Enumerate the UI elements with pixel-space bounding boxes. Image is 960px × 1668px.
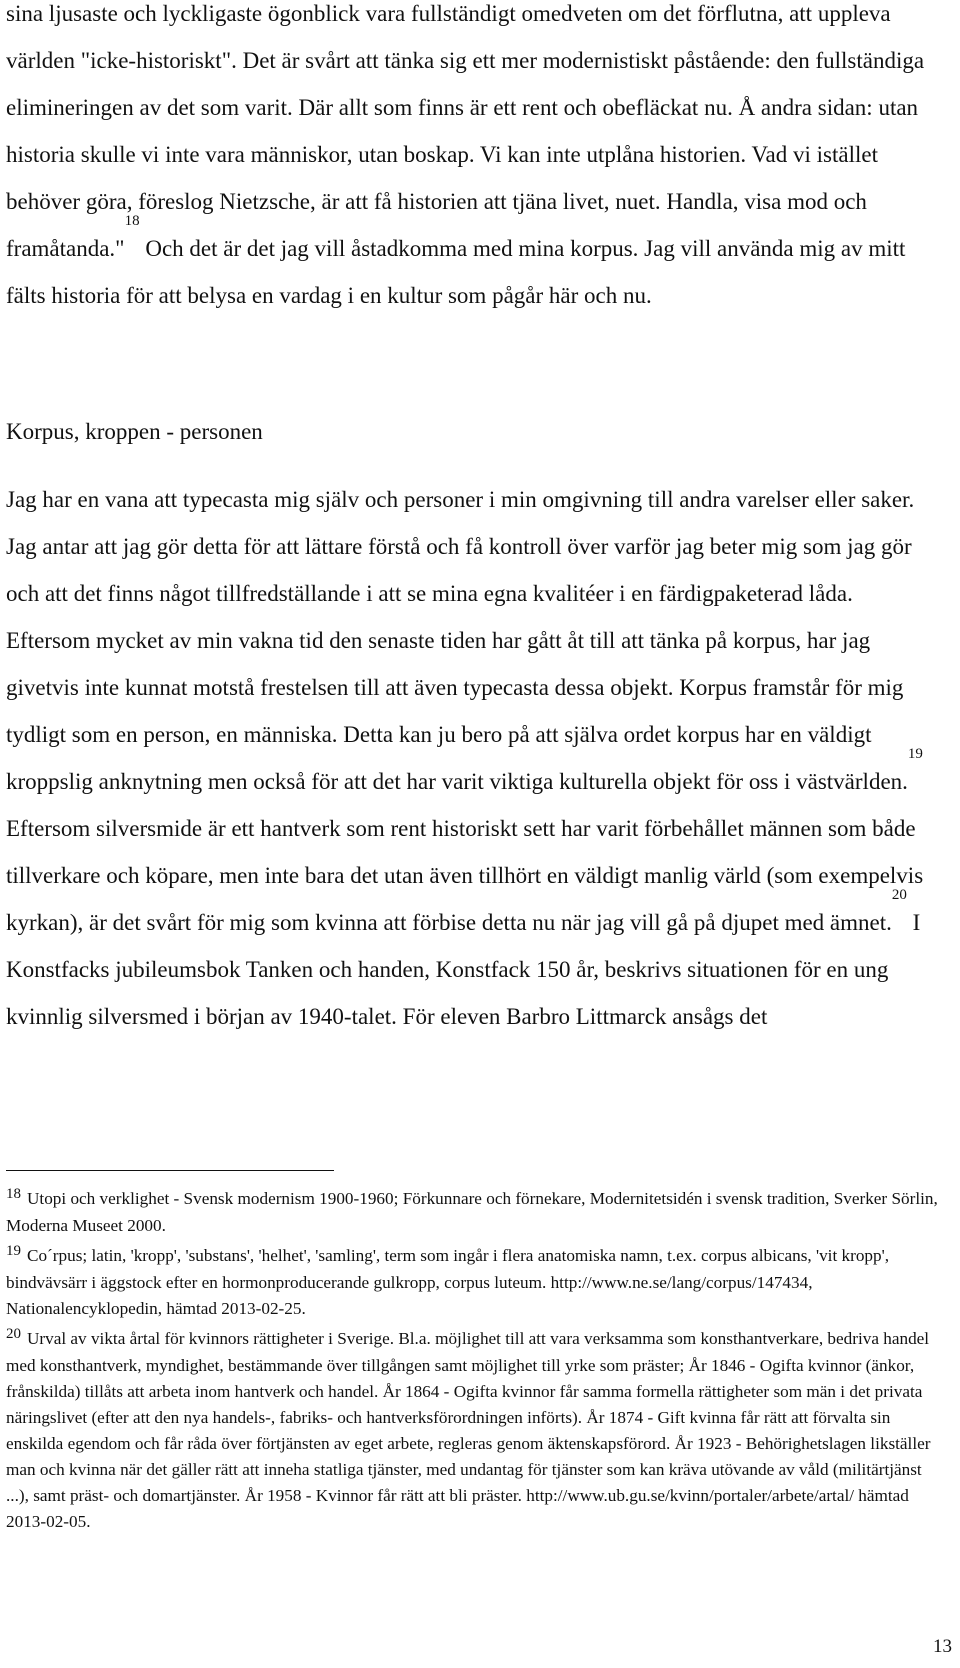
body-paragraph [6,0,936,319]
footnote-reference[interactable]: 20 [891,887,907,903]
footnote-separator [6,1170,334,1171]
footnote-text: Utopi och verklighet - Svensk modernism 1900-1960; Förkunnare och förnekare, Modernitetsidén i svensk tradition, Sverker Sörlin, Moderna Museet 2000. [6,1189,938,1235]
paragraph-text: I Konstfacks jubileumsbok Tanken och handen, Konstfack 150 år, beskrivs situationen för en ung kvinnlig silversmed i början av 1940-talet. För eleven Barbro Littmarck ansågs det [6,910,921,1029]
page-number: 13 [933,1636,952,1657]
paragraph-text: Eftersom silversmide är ett hantverk som rent historiskt sett har varit förbehållet männen som både tillverkare och köpare, men inte bara det utan även tillhört en väldigt manlig värld (som exempelvis kyrkan), är det svårt för mig som kvinna att förbise detta nu när jag vill gå på djupet med ämnet. [6,816,924,935]
footnote [6,1243,941,1322]
footnote-reference[interactable]: 19 [907,746,923,762]
footnote-number: 19 [6,1243,21,1259]
body-paragraph [6,476,936,1040]
footnote-reference[interactable]: 18 [124,213,140,229]
paragraph-text: Och det är det jag vill åstadkomma med mina korpus. Jag vill använda mig av mitt fälts historia för att belysa en vardag i en kultur som pågår här och nu. [6,236,906,308]
footnote [6,1186,941,1239]
paragraph-text: Jag har en vana att typecasta mig själv och personer i min omgivning till andra varelser eller saker. Jag antar att jag gör detta för att lättare förstå och få kontroll över varför jag beter mig som jag gör och att det finns något tillfredställande i att se mina egna kvalitéer i en färdigpaketerad låda. Eftersom mycket av min vakna tid den senaste tiden har gått åt till att tänka på korpus, har jag givetvis inte kunnat motstå frestelsen till att även typecasta dessa objekt. Korpus framstår för mig tydligt som en person, en människa. Detta kan ju bero på att själva ordet korpus har en väldigt kroppslig anknytning men också för att det har varit viktiga kulturella objekt för oss i västvärlden. [6,487,915,794]
footnotes [6,1186,941,1539]
footnote [6,1326,941,1535]
footnote-number: 18 [6,1186,21,1202]
footnote-text: Co´rpus; latin, 'kropp', 'substans', 'helhet', 'samling', term som ingår i flera anatomiska namn, t.ex. corpus albicans, 'vit kropp', bindvävsärr i äggstock efter en hormonproducerande gulkropp, corpus luteum. http://www.ne.se/lang/corpus/147434, Nationalencyklopedin, hämtad 2013-02-25. [6,1246,890,1318]
footnote-text: Urval av vikta årtal för kvinnors rättigheter i Sverige. Bl.a. möjlighet till att vara verksamma som konsthantverkare, bedriva handel med konsthantverk, myndighet, bestämmande över tillgången samt möjlighet till yrke som präster; År 1846 - Ogifta kvinnor (änkor, frånskilda) tillåts att arbeta inom hantverk och handel. År 1864 - Ogifta kvinnor får samma formella rättigheter som män i det privata näringslivet (efter att den nya handels-, fabriks- och hantverksförordningen införts). År 1874 - Gift kvinna får rätt att förvalta sin enskilda egendom och får råda över förtjänsten av eget arbete, regleras genom äktenskapsförord. År 1923 - Behörighetslagen likställer man och kvinna när det gäller rätt att inneha statliga tjänster, med undantag för tjänster som kan kräva utövande av våld (militärtjänst ...), samt präst- och domartjänster. År 1958 - Kvinnor får rätt att bli präster. http://www.ub.gu.se/kvinn/portaler/arbete/artal/ hämtad 2013-02-05. [6,1329,931,1531]
footnote-number: 20 [6,1326,21,1342]
paragraph-text: sina ljusaste och lyckligaste ögonblick vara fullständigt omedveten om det förflutna, att uppleva världen "icke-historiskt". Det är svårt att tänka sig ett mer modernistiskt påstående: den fullständiga elimineringen av det som varit. Där allt som finns är ett rent och obefläckat nu. Å andra sidan: utan historia skulle vi inte vara människor, utan boskap. Vi kan inte utplåna historien. Vad vi istället behöver göra, föreslog Nietzsche, är att få historien att tjäna livet, nuet. Handla, visa mod och framåtanda." [6,1,925,261]
section-heading: Korpus, kroppen - personen [6,419,263,444]
